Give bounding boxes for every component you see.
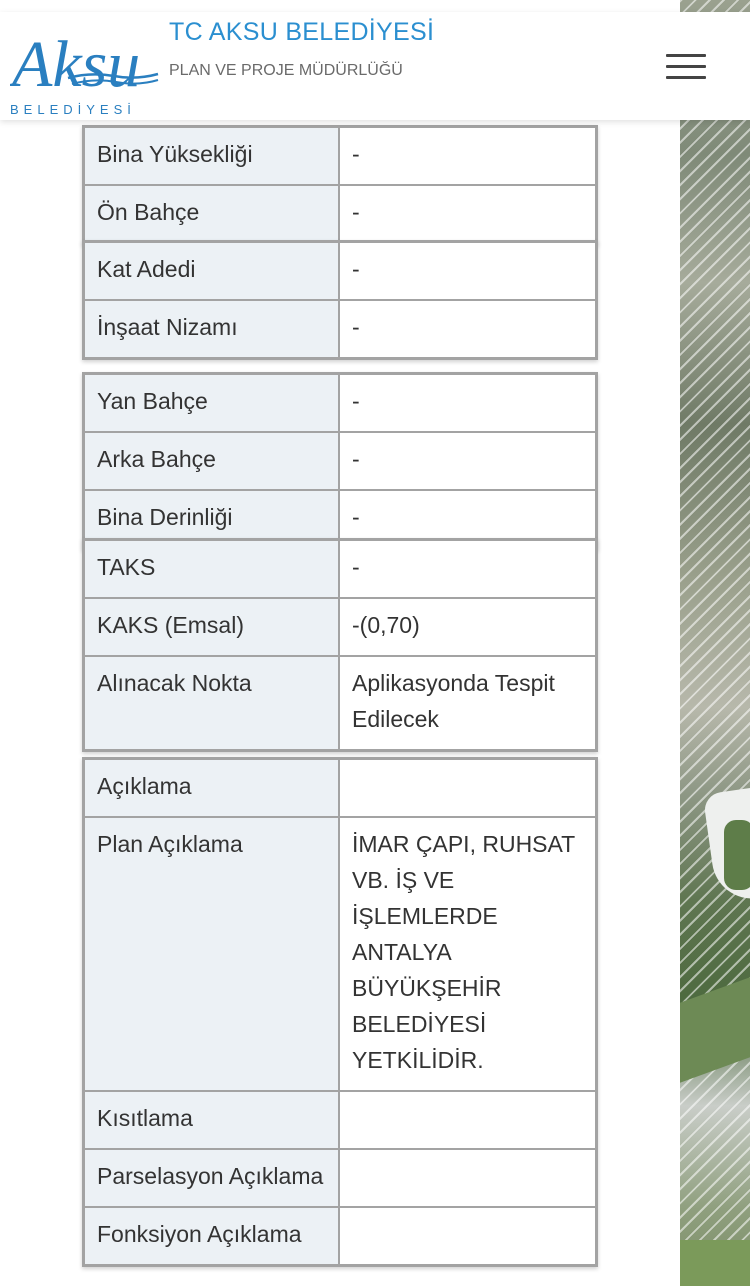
logo-subtext: BELEDİYESİ (10, 102, 136, 117)
row-value: -(0,70) (339, 598, 597, 656)
info-table-notes (82, 757, 598, 1267)
table-row (84, 1091, 597, 1149)
table-row (84, 1207, 597, 1266)
info-table-ratios (82, 538, 598, 752)
logo-word: Aksu (12, 28, 141, 101)
table-row (84, 242, 597, 301)
info-table-height (82, 125, 598, 245)
row-label: Ön Bahçe (84, 185, 340, 244)
row-label: Yan Bahçe (84, 374, 340, 433)
aksu-logo[interactable] (10, 20, 160, 118)
row-label: Açıklama (84, 759, 340, 818)
hamburger-icon (666, 54, 706, 57)
row-value: - (339, 300, 597, 359)
table-row (84, 432, 597, 490)
table-row (84, 656, 597, 751)
hamburger-icon-bar (666, 65, 706, 68)
satellite-map-strip[interactable] (680, 0, 750, 1286)
row-value: - (339, 242, 597, 301)
row-value: Aplikasyonda Tespit Edilecek (339, 656, 597, 751)
row-label: Bina Derinliği (84, 490, 340, 549)
hamburger-icon-bar (666, 76, 706, 79)
row-label: Bina Yüksekliği (84, 127, 340, 186)
row-value: - (339, 127, 597, 186)
row-value: - (339, 490, 597, 549)
map-feature (724, 820, 750, 890)
row-label: Kat Adedi (84, 242, 340, 301)
row-label: Arka Bahçe (84, 432, 340, 490)
row-label: Fonksiyon Açıklama (84, 1207, 340, 1266)
table-row (84, 374, 597, 433)
site-title[interactable]: TC AKSU BELEDİYESİ (169, 18, 435, 46)
row-label: Plan Açıklama (84, 817, 340, 1091)
row-value: - (339, 540, 597, 599)
row-label: TAKS (84, 540, 340, 599)
hamburger-menu-button[interactable] (660, 50, 710, 84)
table-row (84, 598, 597, 656)
row-label: Alınacak Nokta (84, 656, 340, 751)
row-value (339, 1149, 597, 1207)
row-value (339, 1207, 597, 1266)
row-label: Kısıtlama (84, 1091, 340, 1149)
row-value (339, 759, 597, 818)
table-row (84, 300, 597, 359)
info-table-floors (82, 240, 598, 360)
row-value: - (339, 374, 597, 433)
table-row (84, 127, 597, 186)
table-row (84, 759, 597, 818)
table-row (84, 540, 597, 599)
map-feature (680, 1240, 750, 1286)
row-value (339, 1091, 597, 1149)
table-row (84, 185, 597, 244)
site-header (0, 12, 750, 120)
site-subtitle: PLAN VE PROJE MÜDÜRLÜĞÜ (169, 62, 403, 79)
row-value: - (339, 432, 597, 490)
map-feature (680, 977, 750, 1082)
table-row (84, 817, 597, 1091)
row-value: İMAR ÇAPI, RUHSAT VB. İŞ VE İŞLEMLERDE ANTALYA BÜYÜKŞEHİR BELEDİYESİ YETKİLİDİR. (339, 817, 597, 1091)
row-value: - (339, 185, 597, 244)
info-table-setbacks (82, 372, 598, 550)
row-label: KAKS (Emsal) (84, 598, 340, 656)
table-row (84, 1149, 597, 1207)
row-label: İnşaat Nizamı (84, 300, 340, 359)
row-label: Parselasyon Açıklama (84, 1149, 340, 1207)
